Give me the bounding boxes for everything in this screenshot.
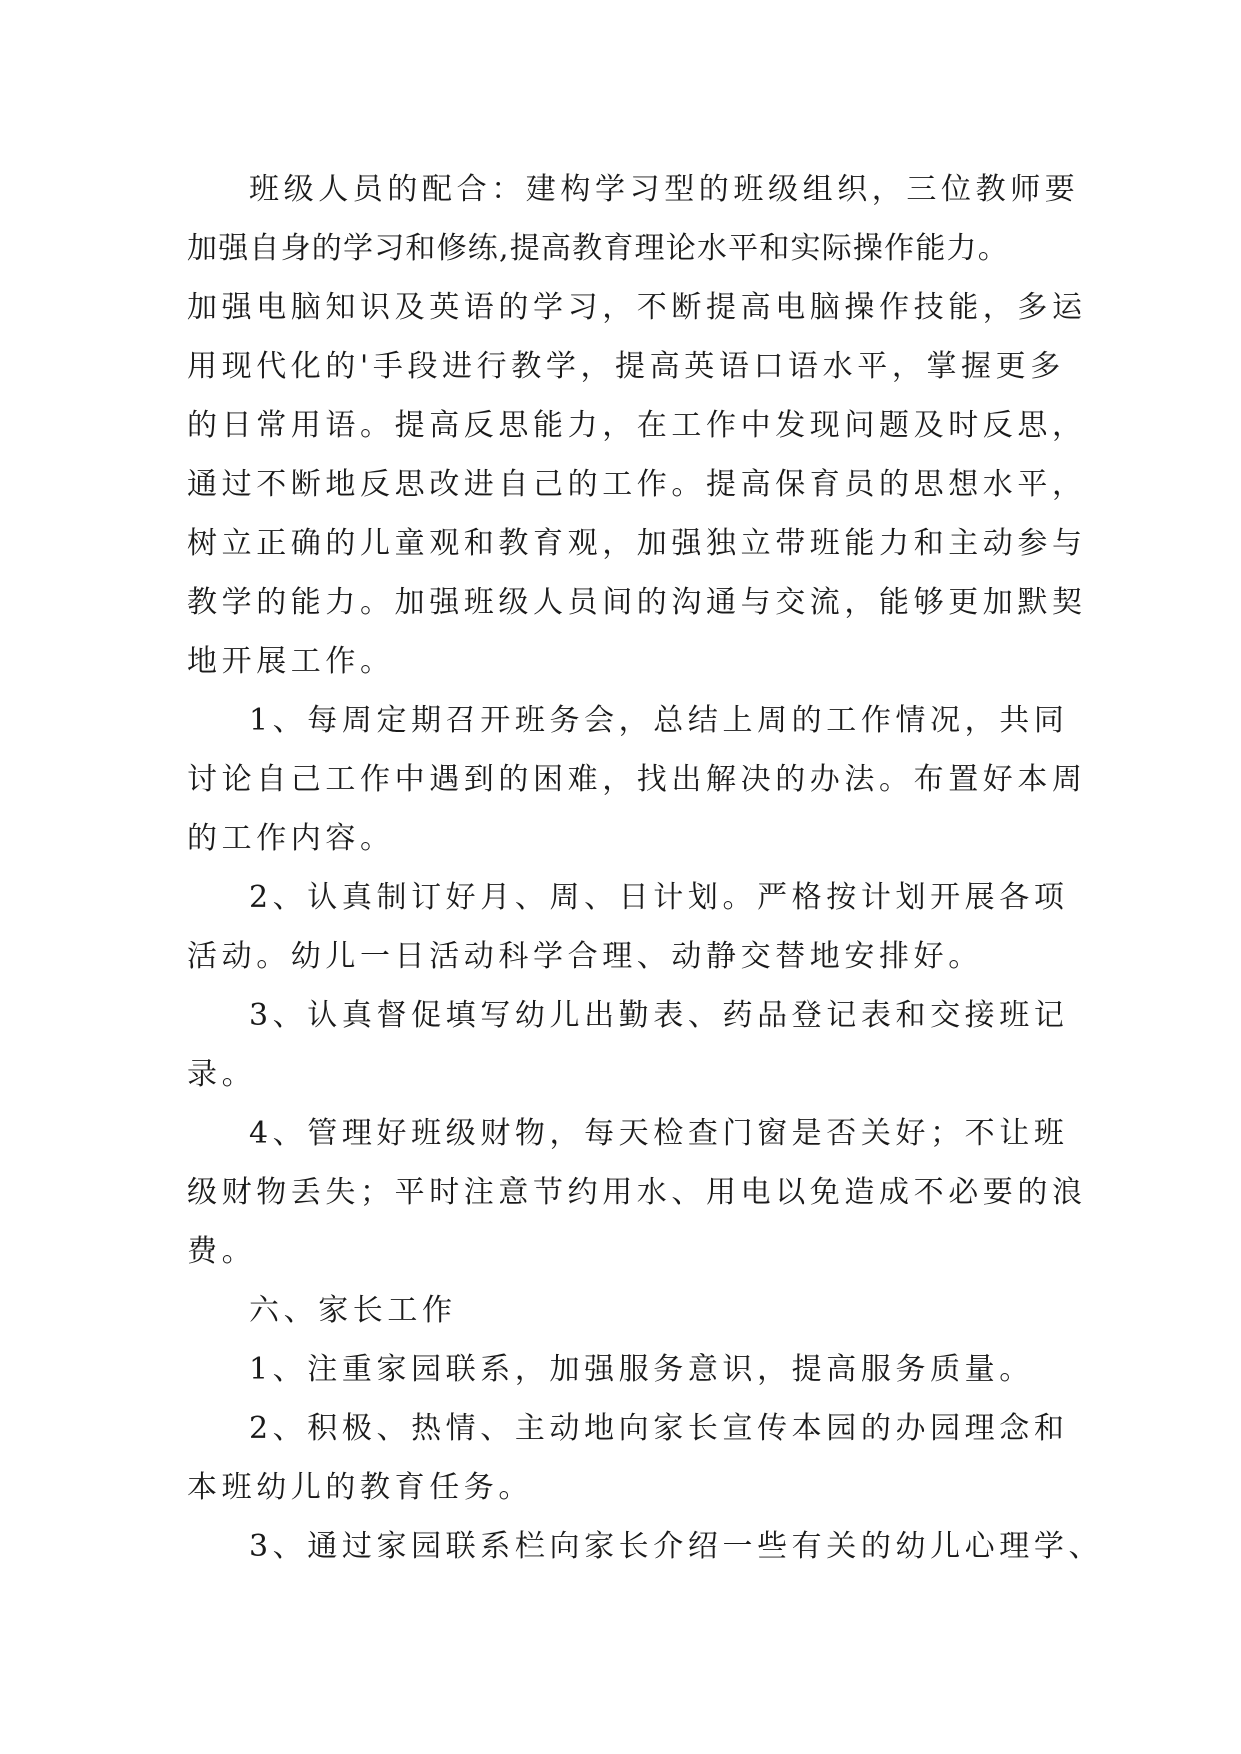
section-heading: 六、家长工作 [249,1293,457,1328]
paragraph-line: 通过不断地反思改进自己的工作。提高保育员的思想水平， [187,467,1087,502]
list-item-line: 2、积极、热情、主动地向家长宣传本园的办园理念和 [249,1411,1069,1446]
list-item-line: 2、认真制订好月、周、日计划。严格按计划开展各项 [249,880,1069,915]
paragraph-line: 树立正确的儿童观和教育观，加强独立带班能力和主动参与 [187,526,1087,561]
list-item-line: 1、每周定期召开班务会，总结上周的工作情况，共同 [249,703,1069,738]
list-item-line: 活动。幼儿一日活动科学合理、动静交替地安排好。 [187,939,983,974]
paragraph-line: 加强电脑知识及英语的学习，不断提高电脑操作技能，多运 [187,290,1087,325]
list-item-line: 4、管理好班级财物，每天检查门窗是否关好；不让班 [249,1116,1069,1151]
list-item-line: 3、认真督促填写幼儿出勤表、药品登记表和交接班记 [249,998,1069,1033]
list-item-line: 讨论自己工作中遇到的困难，找出解决的办法。布置好本周 [187,762,1087,797]
list-item-line: 1、注重家园联系，加强服务意识，提高服务质量。 [249,1352,1034,1387]
paragraph-line: 用现代化的'手段进行教学，提高英语口语水平，掌握更多 [187,349,1065,384]
list-item-line: 3、通过家园联系栏向家长介绍一些有关的幼儿心理学、 [249,1529,1104,1564]
paragraph-line: 班级人员的配合：建构学习型的班级组织，三位教师要 [249,172,1080,207]
list-item-line: 录。 [187,1057,257,1092]
list-item-line: 费。 [187,1234,257,1269]
paragraph-line: 加强自身的学习和修练,提高教育理论水平和实际操作能力。 [187,231,1009,266]
paragraph-line: 的日常用语。提高反思能力，在工作中发现问题及时反思， [187,408,1087,443]
list-item-line: 的工作内容。 [187,821,395,856]
paragraph-line: 地开展工作。 [187,644,395,679]
paragraph-line: 教学的能力。加强班级人员间的沟通与交流，能够更加默契 [187,585,1087,620]
list-item-line: 级财物丢失；平时注意节约用水、用电以免造成不必要的浪 [187,1175,1087,1210]
list-item-line: 本班幼儿的教育任务。 [187,1470,533,1505]
document-body [187,160,1104,1576]
